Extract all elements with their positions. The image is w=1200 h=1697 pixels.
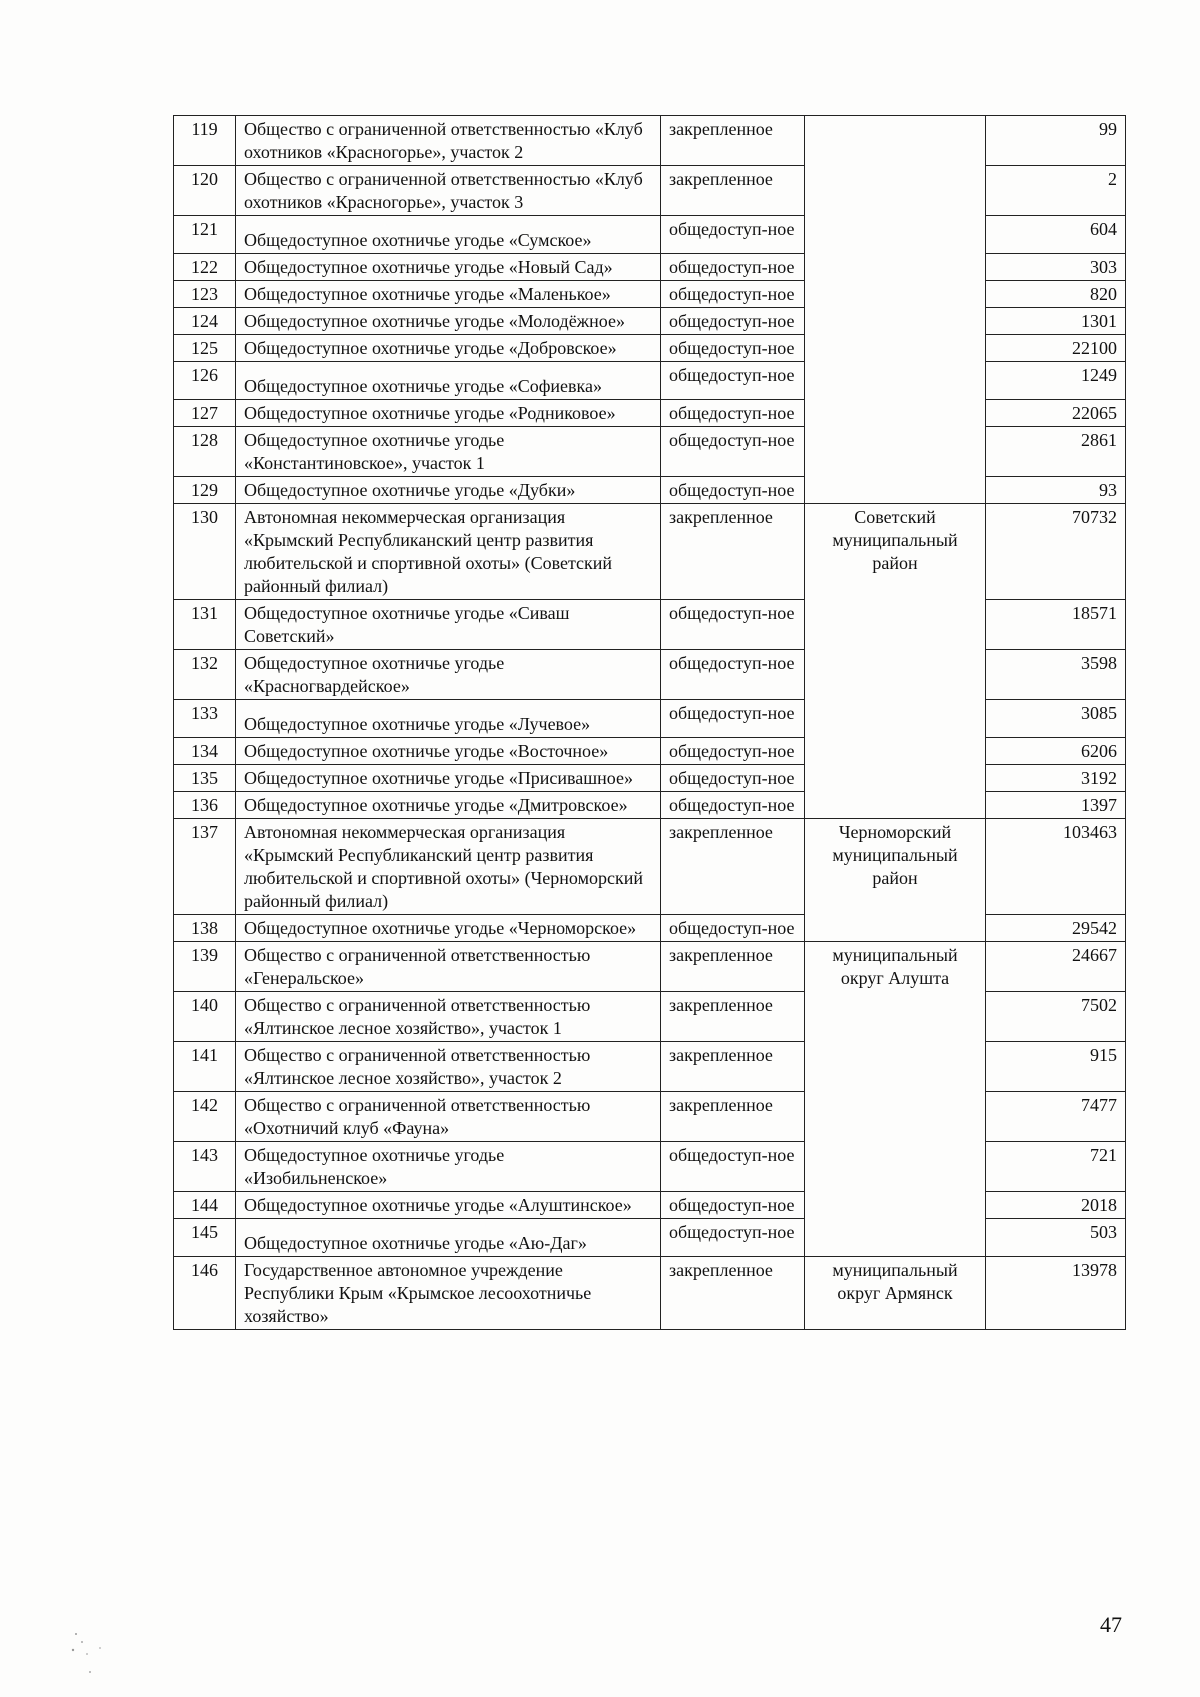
municipal-district xyxy=(805,116,986,504)
row-number: 124 xyxy=(174,308,236,335)
ground-type: общедоступ-ное xyxy=(661,335,805,362)
row-number: 138 xyxy=(174,915,236,942)
row-number: 140 xyxy=(174,992,236,1042)
ground-type: общедоступ-ное xyxy=(661,254,805,281)
hunting-ground-name: Общедоступное охотничье угодье «Маленькое» xyxy=(236,281,661,308)
area-value: 22100 xyxy=(986,335,1126,362)
table-row xyxy=(174,819,1126,915)
area-value: 3598 xyxy=(986,650,1126,700)
area-value: 103463 xyxy=(986,819,1126,915)
hunting-ground-name: Общество с ограниченной ответственностью «Ялтинское лесное хозяйство», участок 1 xyxy=(236,992,661,1042)
ground-type: общедоступ-ное xyxy=(661,915,805,942)
area-value: 3085 xyxy=(986,700,1126,738)
hunting-ground-name-text: Общедоступное охотничье угодье «Аю-Даг» xyxy=(244,1233,587,1253)
area-value: 303 xyxy=(986,254,1126,281)
ground-type: общедоступ-ное xyxy=(661,1142,805,1192)
area-value: 22065 xyxy=(986,400,1126,427)
table-body xyxy=(174,116,1126,1330)
hunting-ground-name: Общедоступное охотничье угодье «Алуштинское» xyxy=(236,1192,661,1219)
area-value: 70732 xyxy=(986,504,1126,600)
row-number: 122 xyxy=(174,254,236,281)
ground-type: закрепленное xyxy=(661,1092,805,1142)
area-value: 1249 xyxy=(986,362,1126,400)
row-number: 130 xyxy=(174,504,236,600)
ground-type: закрепленное xyxy=(661,166,805,216)
ground-type: общедоступ-ное xyxy=(661,1219,805,1257)
row-number: 141 xyxy=(174,1042,236,1092)
ground-type: общедоступ-ное xyxy=(661,738,805,765)
ground-type: общедоступ-ное xyxy=(661,792,805,819)
hunting-ground-name: Автономная некоммерческая организация «Крымский Республиканский центр развития любительской и спортивной охоты» (Советский районный филиал) xyxy=(236,504,661,600)
row-number: 139 xyxy=(174,942,236,992)
row-number: 127 xyxy=(174,400,236,427)
hunting-ground-name: Общедоступное охотничье угодье «Черноморское» xyxy=(236,915,661,942)
area-value: 915 xyxy=(986,1042,1126,1092)
ground-type: общедоступ-ное xyxy=(661,216,805,254)
hunting-ground-name: Общедоступное охотничье угодье «Присивашное» xyxy=(236,765,661,792)
ground-type: закрепленное xyxy=(661,992,805,1042)
area-value: 24667 xyxy=(986,942,1126,992)
table-row xyxy=(174,1257,1126,1330)
area-value: 1397 xyxy=(986,792,1126,819)
hunting-ground-name: Общедоступное охотничье угодье «Добровское» xyxy=(236,335,661,362)
area-value: 7477 xyxy=(986,1092,1126,1142)
table-row xyxy=(174,116,1126,166)
area-value: 2018 xyxy=(986,1192,1126,1219)
row-number: 137 xyxy=(174,819,236,915)
ground-type: закрепленное xyxy=(661,504,805,600)
row-number: 119 xyxy=(174,116,236,166)
row-number: 135 xyxy=(174,765,236,792)
hunting-ground-name-text: Общедоступное охотничье угодье «Софиевка» xyxy=(244,376,603,396)
hunting-ground-name: Общество с ограниченной ответственностью «Генеральское» xyxy=(236,942,661,992)
row-number: 125 xyxy=(174,335,236,362)
municipal-district: муниципальный округ Алушта xyxy=(805,942,986,1257)
row-number: 133 xyxy=(174,700,236,738)
row-number: 120 xyxy=(174,166,236,216)
row-number: 144 xyxy=(174,1192,236,1219)
hunting-ground-name: Общедоступное охотничье угодье «Новый Сад» xyxy=(236,254,661,281)
row-number: 126 xyxy=(174,362,236,400)
row-number: 129 xyxy=(174,477,236,504)
hunting-ground-name: Общедоступное охотничье угодье «Изобильненское» xyxy=(236,1142,661,1192)
hunting-ground-name: Общедоступное охотничье угодье «Дмитровское» xyxy=(236,792,661,819)
hunting-ground-name: Общедоступное охотничье угодье «Константиновское», участок 1 xyxy=(236,427,661,477)
ground-type: закрепленное xyxy=(661,942,805,992)
area-value: 604 xyxy=(986,216,1126,254)
area-value: 7502 xyxy=(986,992,1126,1042)
area-value: 18571 xyxy=(986,600,1126,650)
row-number: 136 xyxy=(174,792,236,819)
municipal-district: муниципальный округ Армянск xyxy=(805,1257,986,1330)
row-number: 145 xyxy=(174,1219,236,1257)
area-value: 29542 xyxy=(986,915,1126,942)
hunting-ground-name: Общедоступное охотничье угодье «Восточное» xyxy=(236,738,661,765)
area-value: 721 xyxy=(986,1142,1126,1192)
hunting-ground-name: Общество с ограниченной ответственностью «Клуб охотников «Красногорье», участок 3 xyxy=(236,166,661,216)
area-value: 503 xyxy=(986,1219,1126,1257)
ground-type: закрепленное xyxy=(661,1042,805,1092)
hunting-ground-name: Государственное автономное учреждение Республики Крым «Крымское лесоохотничье хозяйство» xyxy=(236,1257,661,1330)
ground-type: общедоступ-ное xyxy=(661,600,805,650)
hunting-grounds-table xyxy=(173,115,1126,1330)
row-number: 146 xyxy=(174,1257,236,1330)
ground-type: общедоступ-ное xyxy=(661,700,805,738)
row-number: 132 xyxy=(174,650,236,700)
hunting-ground-name: Общество с ограниченной ответственностью «Ялтинское лесное хозяйство», участок 2 xyxy=(236,1042,661,1092)
area-value: 2861 xyxy=(986,427,1126,477)
area-value: 13978 xyxy=(986,1257,1126,1330)
ground-type: закрепленное xyxy=(661,1257,805,1330)
area-value: 2 xyxy=(986,166,1126,216)
area-value: 99 xyxy=(986,116,1126,166)
hunting-ground-name: Общедоступное охотничье угодье «Сиваш Советский» xyxy=(236,600,661,650)
hunting-ground-name-text: Общедоступное охотничье угодье «Сумское» xyxy=(244,230,592,250)
page-number: 47 xyxy=(1100,1612,1122,1637)
ground-type: закрепленное xyxy=(661,819,805,915)
hunting-ground-name: Общедоступное охотничье угодье «Дубки» xyxy=(236,477,661,504)
table-row xyxy=(174,942,1126,992)
hunting-ground-name-text: Общедоступное охотничье угодье «Лучевое» xyxy=(244,714,591,734)
ground-type: общедоступ-ное xyxy=(661,308,805,335)
area-value: 6206 xyxy=(986,738,1126,765)
scan-noise-marks xyxy=(62,1628,112,1678)
ground-type: закрепленное xyxy=(661,116,805,166)
ground-type: общедоступ-ное xyxy=(661,362,805,400)
municipal-district: Советский муниципальный район xyxy=(805,504,986,819)
ground-type: общедоступ-ное xyxy=(661,281,805,308)
hunting-ground-name xyxy=(236,216,661,254)
row-number: 121 xyxy=(174,216,236,254)
area-value: 93 xyxy=(986,477,1126,504)
ground-type: общедоступ-ное xyxy=(661,1192,805,1219)
row-number: 128 xyxy=(174,427,236,477)
table-row xyxy=(174,504,1126,600)
ground-type: общедоступ-ное xyxy=(661,400,805,427)
hunting-ground-name xyxy=(236,1219,661,1257)
area-value: 1301 xyxy=(986,308,1126,335)
hunting-ground-name: Автономная некоммерческая организация «Крымский Республиканский центр развития любительской и спортивной охоты» (Черноморский районный филиал) xyxy=(236,819,661,915)
hunting-ground-name: Общедоступное охотничье угодье «Красногвардейское» xyxy=(236,650,661,700)
ground-type: общедоступ-ное xyxy=(661,477,805,504)
row-number: 131 xyxy=(174,600,236,650)
hunting-ground-name xyxy=(236,700,661,738)
area-value: 820 xyxy=(986,281,1126,308)
row-number: 143 xyxy=(174,1142,236,1192)
municipal-district: Черноморский муниципальный район xyxy=(805,819,986,942)
area-value: 3192 xyxy=(986,765,1126,792)
hunting-ground-name: Общедоступное охотничье угодье «Молодёжное» xyxy=(236,308,661,335)
row-number: 142 xyxy=(174,1092,236,1142)
row-number: 123 xyxy=(174,281,236,308)
hunting-ground-name: Общество с ограниченной ответственностью «Охотничий клуб «Фауна» xyxy=(236,1092,661,1142)
row-number: 134 xyxy=(174,738,236,765)
ground-type: общедоступ-ное xyxy=(661,427,805,477)
hunting-ground-name: Общедоступное охотничье угодье «Родниковое» xyxy=(236,400,661,427)
hunting-ground-name: Общество с ограниченной ответственностью «Клуб охотников «Красногорье», участок 2 xyxy=(236,116,661,166)
ground-type: общедоступ-ное xyxy=(661,765,805,792)
ground-type: общедоступ-ное xyxy=(661,650,805,700)
hunting-ground-name xyxy=(236,362,661,400)
